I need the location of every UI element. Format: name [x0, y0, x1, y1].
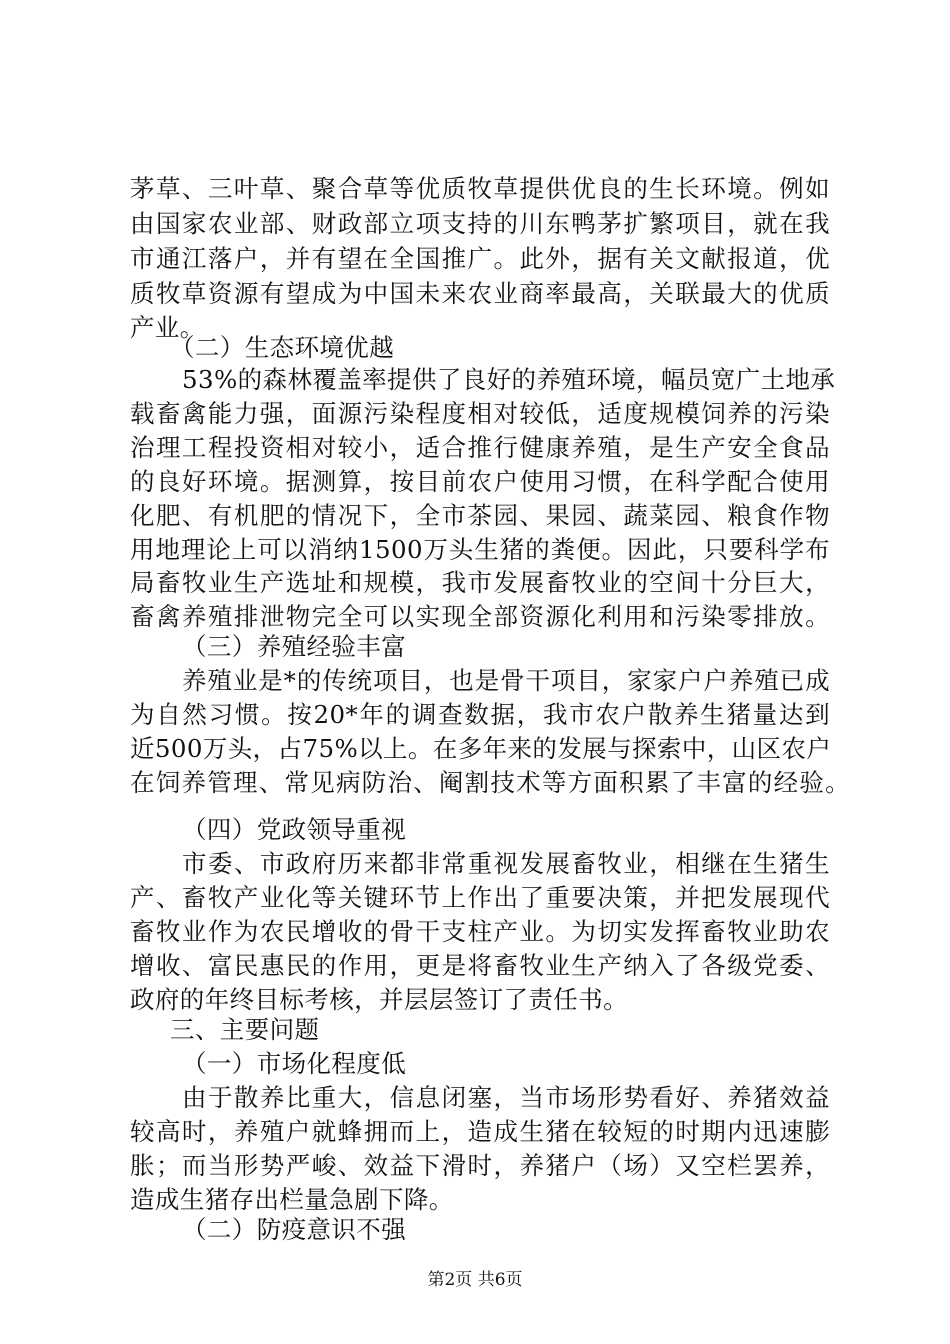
paragraph-line: 化肥、有机肥的情况下，全市茶园、果园、蔬菜园、粮食作物	[130, 501, 830, 530]
paragraph-line: 产、畜牧产业化等关键环节上作出了重要决策，并把发展现代	[130, 883, 830, 912]
section-heading: （四）党政领导重视	[182, 815, 407, 844]
paragraph-line: 质牧草资源有望成为中国未来农业商率最高，关联最大的优质	[130, 279, 830, 308]
paragraph-line: 政府的年终目标考核，并层层签订了责任书。	[130, 985, 628, 1014]
paragraph-line: 局畜牧业生产选址和规模，我市发展畜牧业的空间十分巨大，	[130, 568, 830, 597]
paragraph-line: 茅草、三叶草、聚合草等优质牧草提供优良的生长环境。例如	[130, 174, 830, 203]
paragraph-line: 畜牧业作为农民增收的骨干支柱产业。为切实发挥畜牧业助农	[130, 917, 830, 946]
paragraph-line: 增收、富民惠民的作用，更是将畜牧业生产纳入了各级党委、	[130, 951, 830, 980]
paragraph-line: 53%的森林覆盖率提供了良好的养殖环境，幅员宽广土地承	[182, 365, 836, 394]
paragraph-line: 治理工程投资相对较小，适合推行健康养殖，是生产安全食品	[130, 433, 830, 462]
section-heading: （一）市场化程度低	[182, 1049, 407, 1078]
paragraph-line: 用地理论上可以消纳1500万头生猪的粪便。因此，只要科学布	[130, 535, 830, 564]
section-heading: （三）养殖经验丰富	[182, 632, 407, 661]
section-heading: （二）防疫意识不强	[182, 1215, 407, 1244]
paragraph-line: 较高时，养殖户就蜂拥而上，造成生猪在较短的时期内迅速膨	[130, 1117, 830, 1146]
paragraph-line: 造成生猪存出栏量急剧下降。	[130, 1185, 454, 1214]
paragraph-line: 由于散养比重大，信息闭塞，当市场形势看好、养猪效益	[182, 1083, 830, 1112]
paragraph-line: 载畜禽能力强，面源污染程度相对较低，适度规模饲养的污染	[130, 399, 830, 428]
paragraph-line: 由国家农业部、财政部立项支持的川东鸭茅扩繁项目，就在我	[130, 209, 830, 238]
paragraph-line: 养殖业是*的传统项目，也是骨干项目，家家户户养殖已成	[182, 666, 830, 695]
paragraph-line: 市委、市政府历来都非常重视发展畜牧业，相继在生猪生	[182, 849, 830, 878]
paragraph-line: 畜禽养殖排泄物完全可以实现全部资源化利用和污染零排放。	[130, 602, 830, 631]
section-heading: 三、主要问题	[170, 1015, 320, 1044]
paragraph-line: 为自然习惯。按20*年的调查数据，我市农户散养生猪量达到	[130, 700, 830, 729]
paragraph-line: 在饲养管理、常见病防治、阉割技术等方面积累了丰富的经验。	[130, 768, 850, 797]
paragraph-line: 近500万头，占75%以上。在多年来的发展与探索中，山区农户	[130, 734, 832, 763]
page-number-footer: 第2页 共6页	[427, 1270, 523, 1290]
paragraph-line: 胀；而当形势严峻、效益下滑时，养猪户（场）又空栏罢养，	[130, 1151, 830, 1180]
section-heading: （二）生态环境优越	[170, 333, 395, 362]
paragraph-line: 的良好环境。据测算，按目前农户使用习惯，在科学配合使用	[130, 467, 830, 496]
paragraph-line: 市通江落户，并有望在全国推广。此外，据有关文献报道，优	[130, 244, 830, 273]
paragraph-line: 产业。	[130, 313, 205, 342]
